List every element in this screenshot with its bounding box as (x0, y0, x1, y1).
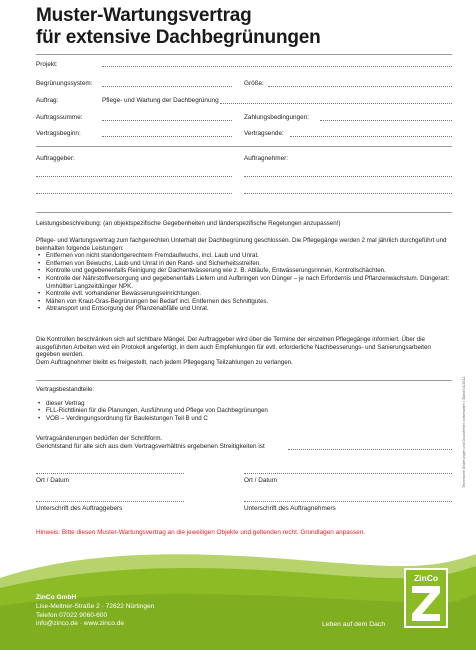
label-signature-left: Unterschrift des Auftraggebers (36, 505, 123, 512)
leistung-intro: Pflege- und Wartungsvertrag zum fachgerechten Unterhalt der Dachbegrünung geschlossen. Die Pflegegänge werden 2 mal jährlich durchgeführt und beinhalten folgende Leistungen: (36, 237, 447, 252)
company-phone: Telefon 07022 9060-600 (36, 611, 108, 619)
field-gerichtsstand[interactable] (288, 449, 452, 450)
field-vertragsbeginn[interactable] (102, 136, 232, 137)
field-zahlungsbedingungen[interactable] (320, 120, 452, 121)
bestandteile-list (36, 400, 452, 423)
leistung-section (36, 237, 452, 313)
title-line-1: Muster-Wartungsvertrag (36, 5, 252, 26)
tagline: Leben auf dem Dach (322, 621, 386, 628)
list-item: • Entfernen von nicht standortgerechtem Fremdaufwuchs, incl. Laub und Unrat. (36, 252, 452, 260)
logo-z-icon (406, 570, 446, 626)
title-line-2: für extensive Dachbegrünungen (36, 27, 321, 48)
label-auftragnehmer: Auftragnehmer: (244, 155, 289, 162)
side-note: Technische Änderungen und Druckfehler vorbehalten • Stand 01/2012 (462, 376, 466, 488)
field-groesse[interactable] (268, 86, 452, 87)
field-ort-datum-left[interactable] (36, 473, 184, 474)
list-item: • Kontrolle und gegebenenfalls Reinigung der Dachentwässerung wie z. B. Abläufe, Entwässerungsrinnen, Kontrollschächten. (36, 267, 452, 275)
bestandteile-changes: Vertragsänderungen bedürfen der Schriftform. (36, 435, 163, 442)
hint-text: Hinweis: Bitte diesen Muster-Wartungsvertrag an die jeweiligen Objekte und geltenden recht. Grundlagen anpassen. (36, 529, 366, 536)
field-auftrag[interactable] (220, 103, 452, 104)
field-auftragssumme[interactable] (102, 120, 232, 121)
divider (36, 380, 452, 381)
field-projekt[interactable] (102, 66, 452, 67)
divider (36, 212, 452, 213)
leistung-freedom: Dem Auftragnehmer bleibt es freigestellt, nach jedem Pflegegang Teilzahlungen zu verlangen. (36, 358, 293, 366)
label-vertragsbeginn: Vertragsbeginn: (36, 130, 81, 137)
field-signature-left[interactable] (36, 501, 184, 502)
field-signature-right[interactable] (244, 501, 452, 502)
label-auftraggeber: Auftraggeber: (36, 155, 75, 162)
leistung-controls: Die Kontrollen beschränken sich auf sichtbare Mängel. Der Auftraggeber wird über die Termine der einzelnen Pflegegänge informiert. Über die ausgeführten Arbeiten wird ein Protokoll angefertigt, in dem auch Empfehlungen für evtl. erforderliche Nachbesserungs- und Sanierungsarbeiten gegeben werden. (36, 336, 431, 359)
bestandteile-heading: Vertragsbestandteile: (36, 386, 95, 393)
field-auftraggeber-line-2[interactable] (36, 193, 232, 194)
label-auftrag: Auftrag: (36, 97, 59, 104)
list-item: • Abtransport und Entsorgung der Pflanzenabfälle und Unrat. (36, 305, 452, 313)
divider (36, 54, 452, 55)
company-address (36, 594, 154, 629)
list-item: • VOB – Verdingungsordnung für Bauleistungen Teil B und C (36, 415, 452, 423)
list-item: • dieser Vertrag (36, 400, 452, 408)
list-item: • FLL-Richtlinien für die Planungen, Ausführung und Pflege von Dachbegrünungen (36, 407, 452, 415)
field-begruenungssystem[interactable] (102, 86, 232, 87)
label-groesse: Größe: (244, 80, 264, 87)
value-auftrag: Pflege- und Wartung der Dachbegrünung (102, 97, 219, 104)
page-title (36, 5, 321, 49)
label-zahlungsbedingungen: Zahlungsbedingungen: (244, 114, 310, 121)
company-street: Lise-Meitner-Straße 2 · 72622 Nürtingen (36, 602, 155, 610)
field-vertragsende[interactable] (290, 136, 452, 137)
label-vertragsende: Vertragsende: (244, 130, 284, 137)
company-name: ZinCo GmbH (36, 594, 77, 601)
leistung-heading: Leistungsbeschreibung: (an objektspezifische Gegebenheiten und länderspezifische Regelungen anzupassen!) (36, 220, 341, 227)
field-ort-datum-right[interactable] (244, 473, 452, 474)
list-item: • Entfernen von Bewuchs, Laub und Unrat in den Rand- und Sicherheitsstreifen. (36, 260, 452, 268)
leistung-list (36, 252, 452, 313)
field-auftragnehmer-line-2[interactable] (244, 193, 452, 194)
list-item: • Kontrolle evtl. vorhandener Bewässerungseinrichtungen. (36, 290, 452, 298)
list-item: • Mähen von Kraut-Gras-Begrünungen bei Bedarf incl. Entfernen des Schnittgutes. (36, 298, 452, 306)
bestandteile-section (36, 386, 452, 422)
logo-wordmark: ZinCo (413, 573, 439, 583)
company-web[interactable]: info@zinco.de · www.zinco.de (36, 620, 125, 628)
zinco-logo (404, 568, 448, 628)
divider (36, 146, 452, 147)
label-projekt: Projekt: (36, 61, 58, 68)
label-auftragssumme: Auftragssumme: (36, 114, 83, 121)
field-auftragnehmer-line-1[interactable] (244, 176, 452, 177)
bestandteile-court: Gerichtstand für alle sich aus dem Vertragsverhältnis ergebenen Streitigkeiten ist (36, 443, 265, 450)
leistung-controls-section (36, 336, 452, 366)
label-ort-datum-left: Ort / Datum (36, 477, 70, 484)
label-ort-datum-right: Ort / Datum (244, 477, 278, 484)
list-item: • Kontrolle der Nährstoffversorgung und gegebenenfalls Liefern und Aufbringen von Dünger – je nach Erfordernis und Pflanzenwachstum. Düngerart: Umhüllter Langzeitdünger NPK. (36, 275, 452, 290)
label-begruenungssystem: Begrünungssystem: (36, 80, 93, 87)
label-signature-right: Unterschrift des Auftragnehmers (244, 505, 336, 512)
field-auftraggeber-line-1[interactable] (36, 176, 232, 177)
